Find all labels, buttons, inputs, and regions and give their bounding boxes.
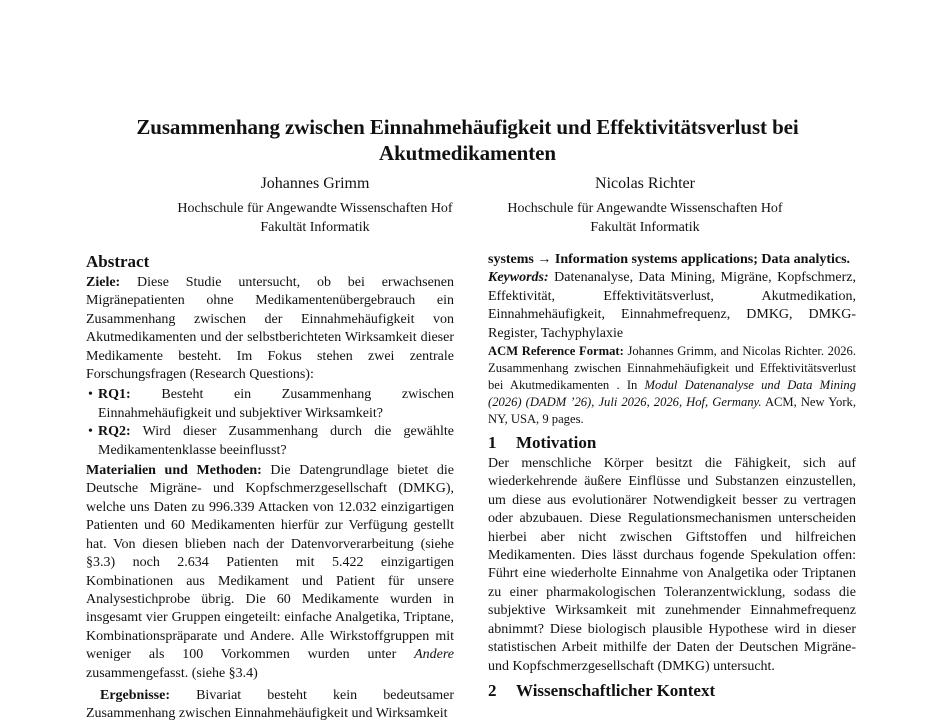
research-questions-list [86, 386, 454, 460]
section-heading-motivation [488, 432, 856, 454]
author-block-2 [480, 173, 810, 237]
abstract-goals [86, 274, 454, 384]
rq-label: RQ2: [98, 424, 131, 440]
reference-label: ACM Reference Format: [488, 344, 624, 359]
section-number: 1 [488, 433, 497, 453]
goals-text: Diese Studie untersucht, ob bei erwachsenen Migränepatienten ohne Medikamentenübergebrauch ein Zusammenhang zwischen der Einnahmehäufigkeit von Akutmedikamenten und der selbstberichteten Wirksamkeit dieser Medikamente besteht. Im Fokus stehen zwei zentrale Forschungsfragen (Research Questions): [86, 275, 454, 383]
ccs-concepts: systems → Information systems applications; Data analytics. [488, 252, 851, 267]
abstract-results [86, 687, 454, 724]
section-number: 2 [488, 680, 497, 700]
reference-publisher: ACM, New York, NY, USA, 9 pages. [488, 395, 856, 427]
goals-label: Ziele: [86, 275, 121, 290]
rq-label: RQ1: [98, 387, 131, 403]
results-text: Bivariat besteht kein bedeutsamer Zusammenhang zwischen Einnahmehäufigkeit und Wirksamkeit [86, 687, 454, 722]
paper-title-line-2: Akutmedikamenten [379, 141, 556, 165]
author-name: Johannes Grimm [260, 175, 370, 192]
results-label: Ergebnisse: [100, 687, 170, 703]
rq-text: Wird dieser Zusammenhang durch die gewählte Medikamentenklasse beeinflusst? [98, 424, 454, 458]
keywords-label: Keywords: [488, 270, 549, 286]
methods-text-end: zusammengefasst. (siehe §3.4) [86, 665, 258, 681]
affiliation-institution: Hochschule für Angewandte Wissenschaften Hof [177, 201, 453, 216]
author-block-1 [150, 173, 480, 237]
author-name: Nicolas Richter [595, 175, 695, 192]
affiliation-institution: Hochschule für Angewandte Wissenschaften Hof [507, 201, 783, 216]
section-title: Motivation [516, 433, 597, 453]
reference-venue: Modul Datenanalyse und Data Mining (2026) (DADM ’26), Juli 2026, 2026, Hof, Germany. [488, 378, 856, 410]
abstract-heading: Abstract [86, 252, 150, 271]
motivation-paragraph: Der menschliche Körper besitzt die Fähigkeit, sich auf wiederkehrende äußere Einflüsse und Substanzen einzustellen, um diese aus evolutionärer Notwendigkeit besser zu vertragen oder abzubauen. Diese Regulationsmechanismen unterscheiden hierbei aber nicht zwischen Giftstoffen und hilfreichen Medikamenten. Dies lässt durchaus fogende Spekulation offen: Führt eine wiederholte Einnahme von Analgetika oder Triptanen zu einer pharmakologischen Toleranzentwicklung, sodass die subjektive Wirksamkeit mit zunehmender Einnahmefrequenz abnimmt? Diese biologisch plausible Hypothese wird in dieser statistischen Arbeit mithilfe der Daten der Deutschen Migräne- und Kopfschmerzgesellschaft (DMKG) untersucht. [488, 456, 856, 674]
author-affiliation [150, 199, 480, 237]
keywords-text: Datenanalyse, Data Mining, Migräne, Kopfschmerz, Effektivität, Effektivitätsverlust, Akutmedikation, Einnahmehäufigkeit, Einnahmefrequenz, DMKG, DMKG-Register, Tachyphylaxie [488, 270, 856, 341]
left-column [86, 251, 454, 724]
abstract-methods [86, 462, 454, 683]
author-affiliation [480, 199, 810, 237]
research-question-1 [86, 386, 454, 423]
reference-text: Johannes Grimm, and Nicolas Richter. 2026. Zusammenhang zwischen Einnahmehäufigkeit und Effektivitätsverlust bei Akutmedikamenten . In [488, 344, 857, 393]
methods-text: Die Datengrundlage bietet die Deutsche Migräne- und Kopfschmerzgesellschaft (DMKG), welche uns Daten zu 996.339 Attacken von 12.032 einzigartigen Patienten und 60 Medikamenten hierfür zur Verfügung gestellt hat. Von diesen blieben nach der Datenvorverarbeitung (siehe §3.3) noch 2.634 Patienten mit 5.422 einzigartigen Kombinationen aus Medikament und Patient für unsere Analysestichprobe übrig. Die 60 Medikamente wurden in insgesamt vier Gruppen eingeteilt: einfache Analgetika, Triptane, Kombinationspräparate und Andere. Alle Wirkstoffgruppen mit weniger als 100 Vorkommen wurden unter [86, 463, 454, 663]
methods-label: Materialien und Methoden: [86, 463, 262, 479]
research-question-2 [86, 423, 454, 460]
right-column [488, 251, 856, 703]
rq-text: Besteht ein Zusammenhang zwischen Einnahmehäufigkeit und subjektiver Wirksamkeit? [98, 387, 454, 421]
paper-title [60, 114, 875, 166]
section-title: Wissenschaftlicher Kontext [516, 680, 716, 700]
affiliation-faculty: Fakultät Informatik [260, 220, 370, 235]
keywords [488, 269, 856, 343]
acm-reference [488, 343, 856, 428]
paper-title-line-1: Zusammenhang zwischen Einnahmehäufigkeit und Effektivitätsverlust bei [136, 115, 799, 139]
methods-italic-term: Andere [414, 647, 454, 663]
section-heading-context [488, 680, 856, 702]
affiliation-faculty: Fakultät Informatik [590, 220, 700, 235]
